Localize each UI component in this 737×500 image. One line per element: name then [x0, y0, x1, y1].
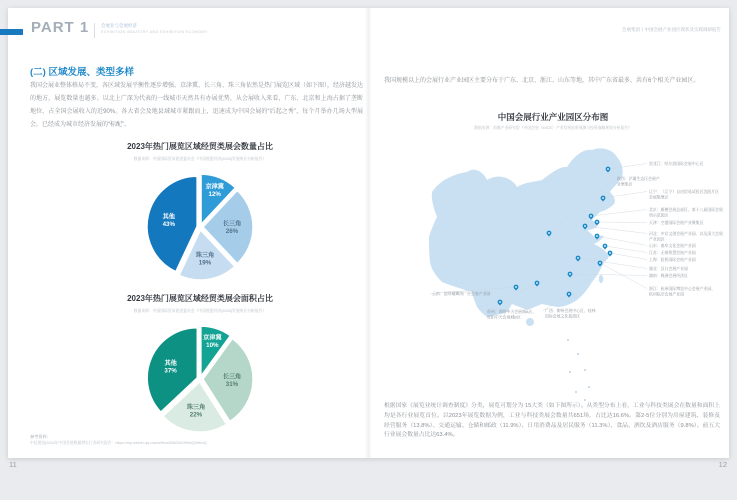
- sea-island-dot: [588, 386, 590, 388]
- part-subtitle-en: EXHIBITION INDUSTRY AND EXHIBITION ECONOMY: [101, 30, 208, 34]
- map-label: 北京：雁栖会展总部区、第十八届国际会展周示范园区: [649, 207, 723, 218]
- map-label: 广西：柳州会展中心区、桂林国际会展文化旅游区: [545, 308, 596, 319]
- footnote-link[interactable]: 中信建投|2024年中国会展数量增长行业研究报告：https://mp.weixin.qq.com/s/lbcwDNkShOHMvQ4tHmQ: [30, 441, 207, 445]
- map-label: 陕西：浐灞生态区会展产业聚集区: [617, 176, 660, 187]
- sea-island-dot: [577, 353, 579, 355]
- label-leader-line: [600, 263, 647, 289]
- pie-label: 长三角 26%: [222, 220, 242, 235]
- taiwan-island: [599, 275, 603, 283]
- sea-island-dot: [569, 371, 571, 373]
- map-label: 江苏：无锡智慧会展产业园: [649, 250, 696, 255]
- map-source: 数据来源：前瞻产业研究院《中国会展（MICE）产业发展前景预测与投资战略规划分析报告》: [474, 126, 632, 130]
- sea-island-dot: [575, 391, 577, 393]
- map-title: 中国会展行业产业园区分布图: [497, 112, 609, 122]
- part-subtitle-cn: 会展业与会展经济: [101, 23, 137, 28]
- pie-label: 京津冀 12%: [205, 183, 225, 198]
- page-number-right: 12: [718, 460, 727, 469]
- hainan-island: [526, 318, 534, 326]
- sea-island-dot: [584, 399, 586, 401]
- map-label: 湖南：株洲会展经济区: [649, 273, 688, 278]
- sea-island-dot: [567, 339, 569, 341]
- page-fold: [365, 8, 372, 458]
- map-label: 黑龙江：哈尔滨国际会展中心区: [649, 161, 704, 166]
- map-label: 贵州：贵阳中天会展城A区、贵阳中天会展城B区: [487, 309, 537, 320]
- page-number-left: 11: [9, 460, 17, 469]
- label-leader-line: [585, 226, 647, 234]
- map-label: 云南：昆明螺蛳湾广告会展产业园: [432, 291, 491, 296]
- map-label: 山东：曲阜文化会展产业园: [649, 243, 696, 248]
- part-label: PART 1: [31, 19, 90, 36]
- label-leader-line: [597, 222, 647, 223]
- pie-label: 京津冀 10%: [203, 334, 222, 349]
- map-label: 浙江：杭州国际博览中心会展产业园、杭州临空会展产业园: [649, 286, 716, 297]
- map-label: 河北：中京文创会展产业园、以及清大会展产业园区: [649, 231, 723, 242]
- right-intro-paragraph: 我国规模以上的会展行业产业园区主要分布于广东、北京、浙江、山东等地，其中广东省最多，共有6个相关产业园区。: [384, 78, 700, 84]
- pie-chart-count-share: [128, 166, 273, 288]
- accent-bar: [0, 29, 23, 35]
- doc-title: 会展集团丨中国会展产业园区现状及实践调研报告: [622, 27, 721, 32]
- pie-label: 长三角 31%: [222, 373, 242, 389]
- chart2-source: 数据来源：中国国际贸易促进委员会《中国展览经济(2023)发展统计分析报告》: [133, 309, 267, 313]
- pie-label: 其他 37%: [164, 359, 177, 375]
- header-divider: [94, 23, 95, 38]
- pie-label: 珠三角 22%: [186, 404, 206, 419]
- map-label: 辽宁：（辽宁）自由贸易试验区沈阳片区会展集聚区: [649, 189, 720, 200]
- pie-chart-area-share: [128, 318, 273, 440]
- china-map: [382, 132, 730, 404]
- footnote-label: 参考资料：: [30, 434, 51, 439]
- map-pin[interactable]: [603, 244, 608, 250]
- map-label: 天津：空港国际会展产业聚集区: [649, 220, 704, 225]
- left-paragraph: 我国会展业整体格局不变，各区域发展平衡性逐步增强。京津冀、长三角、珠三角依然是热门展览区域（如下图），经济越发达的地方，展览数量也越多。以北上广深为代表的一线城市天然具有办展优势，从会展收入来看，广东、北京和上海占据了垄断地位，占全国会展收入的近90%。各大省会及地县域城市紧跟而上，迅速成为中国会展的“后起之秀”，每个月举办几场大型展会，已经成为城市经济发展的“标配”。: [30, 83, 364, 128]
- chart1-title: 2023年热门展览区域经贸类展会数量占比: [127, 142, 273, 151]
- map-label: 上海：虹桥国际会展产业园: [649, 257, 696, 262]
- map-label: 湖北：汉口会展产业园: [649, 266, 688, 271]
- sea-island-dot: [584, 369, 586, 371]
- label-leader-line: [610, 253, 647, 260]
- chart2-title: 2023年热门展览区域经贸类展会面积占比: [127, 294, 273, 303]
- right-body-paragraph: 根据国家《展览业统计调查制度》分类，展览可划分为 15大类（如下图所示）。从类型分布上看，工业与科技类展会在数量和面积上均是各行业展览首位。以2023年展览数据为例，工业与科技类展会数量共651场，占比达16.6%。第2-5位分别为房屋建筑、装修及经营服务（13.8%）、交通运输、仓储和邮政（11.9%）、日用消费品及居民服务（11.3%）、食品、酒饮及酒店服务（9.8%）。前五大行业展会数量占比达63.4%。: [384, 403, 720, 439]
- section-title: (二) 区域发展、类型多样: [30, 67, 134, 78]
- pie-label: 珠三角 19%: [195, 252, 215, 267]
- chart1-source: 数据来源：中国国际贸易促进委员会《中国展览经济(2023)发展统计分析报告》: [133, 157, 267, 161]
- pie-label: 其他 43%: [162, 213, 175, 229]
